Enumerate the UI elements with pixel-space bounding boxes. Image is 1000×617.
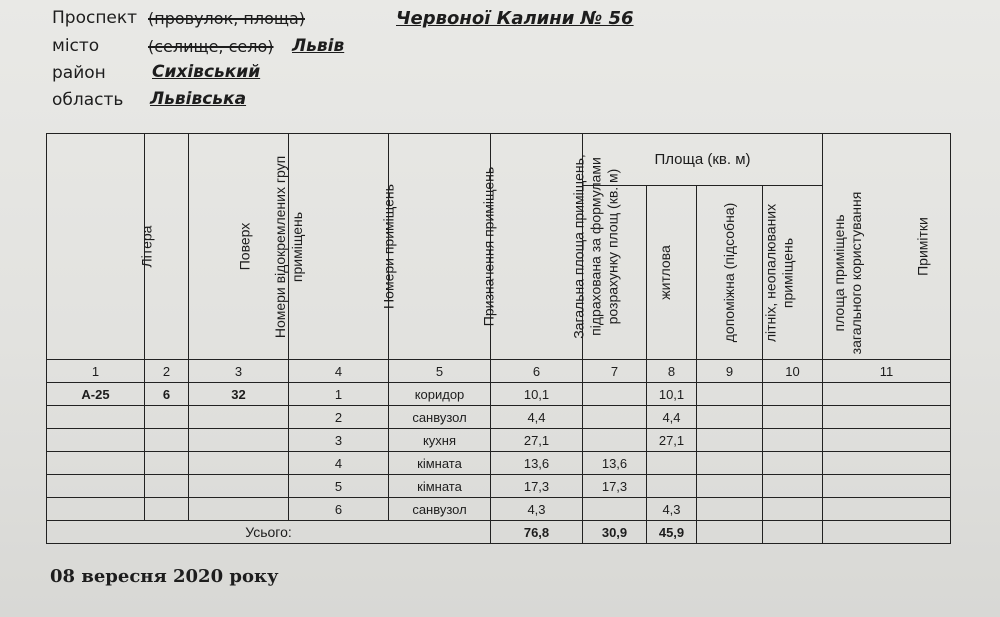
cell-room: 3 (289, 429, 389, 452)
cell-common (763, 498, 823, 521)
cell-notes (823, 406, 951, 429)
cell-room: 4 (289, 452, 389, 475)
cell-common (763, 383, 823, 406)
header-floor (145, 134, 253, 360)
cell-floor (145, 429, 189, 452)
cell-total: 13,6 (491, 452, 583, 475)
street-value: Червоної Калини № 56 (396, 8, 634, 29)
table-row (47, 383, 951, 406)
header-total-text: Загальна площа приміщень, підрахована за формулами розрахунку площ (кв. м) (570, 154, 621, 339)
cell-purpose: санвузол (389, 498, 491, 521)
cell-notes (823, 383, 951, 406)
cell-group (189, 452, 289, 475)
cell-room: 5 (289, 475, 389, 498)
header-aux-text: допоміжна (підсобна) (721, 202, 737, 343)
cell-purpose: санвузол (389, 406, 491, 429)
totals-living: 30,9 (583, 521, 647, 544)
cell-room: 1 (289, 383, 389, 406)
header-rooms-text: Номери приміщень (380, 184, 397, 309)
table-row (47, 452, 951, 475)
cell-litera (47, 429, 145, 452)
cell-aux (647, 452, 697, 475)
cell-living (583, 429, 647, 452)
header-floor-text: Поверх (236, 222, 253, 271)
col-num: 11 (823, 360, 951, 383)
totals-notes (823, 521, 951, 544)
cell-living: 13,6 (583, 452, 647, 475)
cell-aux: 4,3 (647, 498, 697, 521)
cell-litera (47, 498, 145, 521)
cell-summer (697, 429, 763, 452)
header-notes-text: Примітки (914, 217, 931, 276)
header-purpose-text: Призначення приміщень (480, 166, 497, 327)
table-row (47, 498, 951, 521)
totals-total: 76,8 (491, 521, 583, 544)
cell-purpose: кімната (389, 452, 491, 475)
col-num: 4 (289, 360, 389, 383)
cell-summer (697, 406, 763, 429)
cell-group (189, 429, 289, 452)
header-rooms (289, 134, 397, 360)
header-total (491, 134, 621, 360)
cell-purpose: коридор (389, 383, 491, 406)
header-living-text: житлова (657, 245, 673, 300)
cell-total: 27,1 (491, 429, 583, 452)
cell-floor: 6 (145, 383, 189, 406)
table-row (47, 429, 951, 452)
cell-aux: 4,4 (647, 406, 697, 429)
cell-living (583, 498, 647, 521)
cell-common (763, 406, 823, 429)
totals-summer (697, 521, 763, 544)
header-litera-text: Літера (138, 225, 155, 268)
city-struck-options (148, 37, 274, 56)
cell-room: 2 (289, 406, 389, 429)
cell-notes (823, 475, 951, 498)
cell-total: 4,3 (491, 498, 583, 521)
header-litera (47, 134, 155, 360)
cell-summer (697, 498, 763, 521)
totals-aux: 45,9 (647, 521, 697, 544)
cell-notes (823, 452, 951, 475)
premises-table (46, 133, 951, 544)
cell-total: 10,1 (491, 383, 583, 406)
col-num: 9 (697, 360, 763, 383)
header-common-text: площа приміщень загального користування (831, 191, 864, 354)
cell-floor (145, 452, 189, 475)
cell-group: 32 (189, 383, 289, 406)
header-living (583, 186, 673, 360)
cell-aux: 27,1 (647, 429, 697, 452)
cell-aux (647, 475, 697, 498)
cell-living (583, 383, 647, 406)
header-purpose (389, 134, 497, 360)
table-row (47, 406, 951, 429)
cell-common (763, 452, 823, 475)
col-num: 3 (189, 360, 289, 383)
col-num: 5 (389, 360, 491, 383)
city-label: місто (52, 36, 100, 56)
region-label: область (52, 90, 124, 110)
cell-notes (823, 429, 951, 452)
city-strike-text: (селище, село) (148, 37, 274, 56)
cell-litera (47, 452, 145, 475)
district-value: Сихівський (152, 62, 261, 82)
city-value: Львів (292, 36, 345, 56)
street-strike-text: (провулок, площа) (148, 9, 305, 28)
col-num: 2 (145, 360, 189, 383)
cell-notes (823, 498, 951, 521)
totals-row (47, 521, 951, 544)
document-date: 08 вересня 2020 року (50, 566, 279, 587)
cell-floor (145, 406, 189, 429)
col-num: 10 (763, 360, 823, 383)
cell-purpose: кухня (389, 429, 491, 452)
col-num: 6 (491, 360, 583, 383)
cell-total: 4,4 (491, 406, 583, 429)
cell-summer (697, 475, 763, 498)
cell-summer (697, 452, 763, 475)
street-type-label: Проспект (52, 8, 138, 28)
cell-floor (145, 498, 189, 521)
header-common (763, 186, 864, 360)
col-num: 7 (583, 360, 647, 383)
cell-floor (145, 475, 189, 498)
cell-group (189, 475, 289, 498)
cell-total: 17,3 (491, 475, 583, 498)
cell-group (189, 406, 289, 429)
cell-room: 6 (289, 498, 389, 521)
cell-summer (697, 383, 763, 406)
district-label: район (52, 63, 106, 83)
header-summer-text: літніх, неопалюваних приміщень (762, 203, 796, 342)
cell-common (763, 475, 823, 498)
cell-purpose: кімната (389, 475, 491, 498)
street-type-struck-options (148, 9, 305, 28)
cell-group (189, 498, 289, 521)
cell-aux: 10,1 (647, 383, 697, 406)
cell-litera (47, 406, 145, 429)
totals-label: Усього: (47, 521, 491, 544)
cell-litera: А-25 (47, 383, 145, 406)
cell-common (763, 429, 823, 452)
header-summer (697, 186, 796, 360)
cell-litera (47, 475, 145, 498)
totals-common (763, 521, 823, 544)
col-num: 8 (647, 360, 697, 383)
column-number-row (47, 360, 951, 383)
cell-living (583, 406, 647, 429)
col-num: 1 (47, 360, 145, 383)
cell-living: 17,3 (583, 475, 647, 498)
header-groups-text: Номери відокремлених груп приміщень (272, 155, 305, 338)
table-row (47, 475, 951, 498)
header-aux (647, 186, 737, 360)
header-groups (189, 134, 305, 360)
region-value: Львівська (150, 89, 247, 109)
header-area: Площа (кв. м) (583, 134, 823, 186)
